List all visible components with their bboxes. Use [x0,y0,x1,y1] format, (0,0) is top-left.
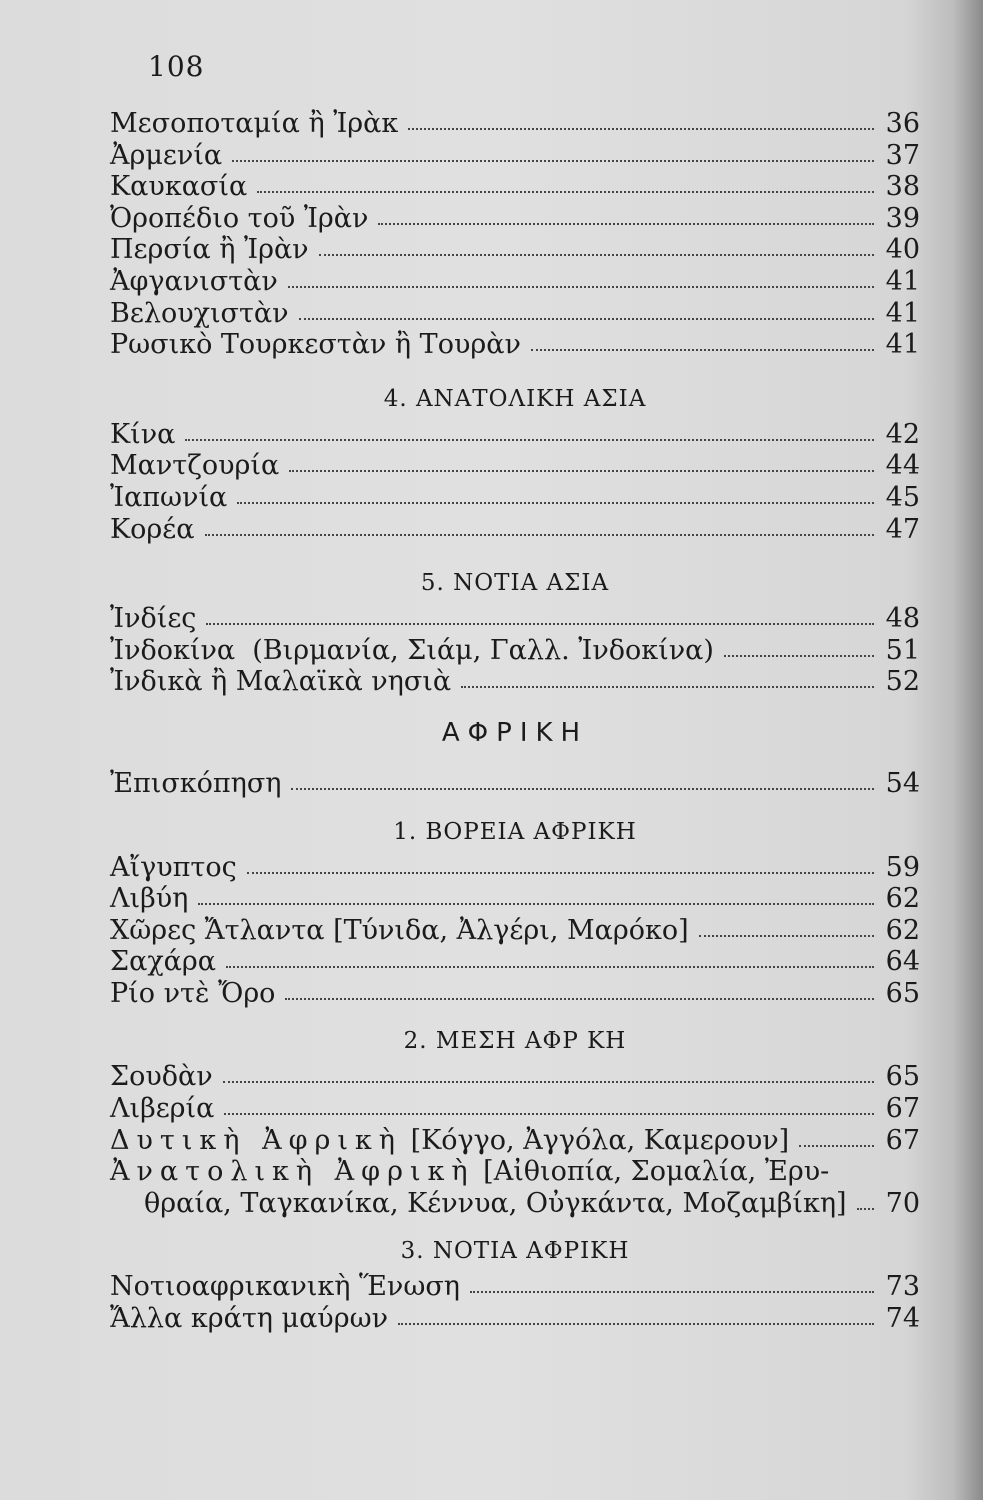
dot-leader [257,171,874,193]
toc-entry [110,635,920,667]
toc-entry-page: 36 [885,108,920,139]
dot-leader [226,946,874,968]
toc-entry [110,915,920,947]
section-heading: 2. ΜΕΣΗ ΑΦΡ ΚΗ [403,1028,627,1055]
dot-leader [223,1061,874,1083]
toc-entry-page: 51 [885,634,920,666]
toc-entry-title: Περσία ἢ Ἰρὰν [110,234,309,266]
toc-entry-spaced-title: Δυτικὴ Ἀφρικὴ [110,1124,402,1156]
toc-entry-spaced-title: Ἀνατολικὴ Ἀφρικὴ [110,1156,475,1188]
toc-entry-page: 52 [885,666,920,698]
toc-entry [110,108,920,140]
toc-entry-title: Σαχάρα [110,946,217,978]
toc-entry-wrapped-line [110,1156,920,1188]
section-heading: 3. ΝΟΤΙΑ ΑΦΡΙΚΗ [400,1238,630,1265]
toc-entry [110,419,920,451]
toc-entry [110,946,920,978]
toc-entry-title: Βελουχιστὰν [110,297,289,329]
toc-entry-page: 67 [885,1093,920,1125]
toc-entry-title-continuation: θραία, Ταγκανίκα, Κέννυα, Οὐγκάντα, Μοζαμβίκη] [144,1187,847,1219]
toc-entry-title: Ρίο ντὲ Ὄρο [110,977,276,1009]
dot-leader [198,883,874,905]
toc-entry-title: Ὀροπέδιο τοῦ Ἰρὰν [110,202,369,234]
dot-leader [285,978,874,1000]
toc-entry [110,514,920,546]
dot-leader [185,419,874,441]
toc-entry [110,1271,920,1303]
toc-entry [110,852,920,884]
toc-entry-page: 41 [885,329,920,361]
toc-entry-page: 70 [885,1187,920,1219]
toc-entry [110,1093,920,1125]
dot-leader [398,1303,874,1325]
toc-entry-page: 37 [885,139,920,171]
toc-entry-page: 74 [885,1303,920,1335]
toc-entry-title: Ρωσικὸ Τουρκεστὰν ἢ Τουρὰν [110,329,521,361]
dot-leader [232,140,874,162]
dot-leader [531,329,874,351]
toc-entry-page: 47 [885,513,920,545]
section-heading: 5. ΝΟΤΙΑ ΑΣΙΑ [420,570,610,597]
part-heading: ΑΦΡΙΚΗ [441,717,589,748]
toc-entry-title: Ἰνδίες [110,603,197,635]
toc-entry [110,266,920,298]
dot-leader [288,266,874,288]
toc-entry-title: Αἴγυπτος [110,851,237,883]
toc-entry-title: Μαντζουρία [110,450,280,482]
dot-leader [724,635,874,657]
toc-entry [110,140,920,172]
dot-leader [206,603,874,625]
table-of-contents [110,108,920,1335]
toc-entry-title: Σουδὰν [110,1061,213,1093]
dot-leader [319,234,874,256]
toc-entry-title: Κορέα [110,513,195,545]
dot-leader [799,1125,874,1147]
toc-entry [110,482,920,514]
toc-entry-page: 45 [885,481,920,513]
toc-entry-page: 42 [885,418,920,450]
toc-entry-page: 41 [885,297,920,329]
dot-leader [470,1271,874,1293]
toc-entry-continuation [110,1188,920,1220]
toc-entry [110,1303,920,1335]
toc-entry-page: 67 [885,1124,920,1156]
toc-entry [110,234,920,266]
dot-leader [237,482,874,504]
page-number: 108 [148,50,205,83]
toc-entry-title: Μεσοποταμία ἢ Ἰρὰκ [110,108,399,139]
toc-entry-title-rest: [Κόγγο, Ἀγγόλα, Καμερουν] [401,1124,790,1156]
toc-entry-title [110,1125,789,1157]
toc-entry-page: 54 [885,767,920,799]
toc-entry [110,603,920,635]
toc-entry-title: Ἀφγανιστὰν [110,265,278,297]
toc-entry-title: Νοτιοαφρικανικὴ Ἕνωση [110,1271,460,1303]
dot-leader [378,203,874,225]
toc-entry-page: 65 [885,1061,920,1093]
toc-entry-title: Κίνα [110,418,176,450]
toc-entry-title: Καυκασία [110,171,248,203]
toc-entry [110,883,920,915]
toc-entry [110,203,920,235]
toc-entry [110,329,920,361]
toc-entry-page: 64 [885,946,920,978]
toc-entry-page: 73 [885,1271,920,1303]
dot-leader [461,666,874,688]
toc-entry-page: 38 [885,171,920,203]
toc-entry-title: Ἄλλα κράτη μαύρων [110,1303,389,1335]
dot-leader [299,298,874,320]
toc-entry-page: 62 [885,883,920,915]
toc-entry-title: Ἰνδικὰ ἢ Μαλαϊκὰ νησιὰ [110,666,452,698]
toc-entry [110,171,920,203]
toc-entry-title: Ἰαπωνία [110,481,228,513]
toc-entry [110,1061,920,1093]
dot-leader [205,514,874,536]
toc-entry-title-rest: [Αἰθιοπία, Σομαλία, Ἐρυ- [474,1156,830,1188]
toc-entry-page: 48 [885,603,920,635]
toc-entry-page: 65 [885,977,920,1009]
dot-leader [289,450,874,472]
dot-leader [408,108,874,130]
toc-entry [110,298,920,330]
toc-entry-title: Χῶρες Ἄτλαντα [Τύνιδα, Ἀλγέρι, Μαρόκο] [110,914,689,946]
toc-entry-page: 40 [885,234,920,266]
toc-entry [110,666,920,698]
section-heading: 1. ΒΟΡΕΙΑ ΑΦΡΙΚΗ [393,818,637,845]
toc-entry-title: Ἰνδοκίνα (Βιρμανία, Σιάμ, Γαλλ. Ἰνδοκίνα) [110,634,714,666]
dot-leader [224,1093,874,1115]
toc-entry-page: 44 [885,450,920,482]
toc-entry [110,1125,920,1157]
toc-entry-title: Λιβερία [110,1093,215,1125]
dot-leader [247,852,874,874]
dot-leader [291,768,874,790]
toc-entry-title: Ἀρμενία [110,139,223,171]
dot-leader [699,915,874,937]
toc-entry [110,978,920,1010]
toc-entry-title: Λιβύη [110,883,189,915]
dot-leader [857,1188,874,1210]
section-heading: 4. ΑΝΑΤΟΛΙΚΗ ΑΣΙΑ [383,385,647,412]
toc-entry-page: 39 [885,202,920,234]
toc-entry-page: 41 [885,265,920,297]
toc-entry-title: Ἐπισκόπηση [110,767,282,799]
toc-entry-page: 62 [885,914,920,946]
toc-entry-page: 59 [885,851,920,883]
toc-entry [110,450,920,482]
toc-entry [110,768,920,800]
